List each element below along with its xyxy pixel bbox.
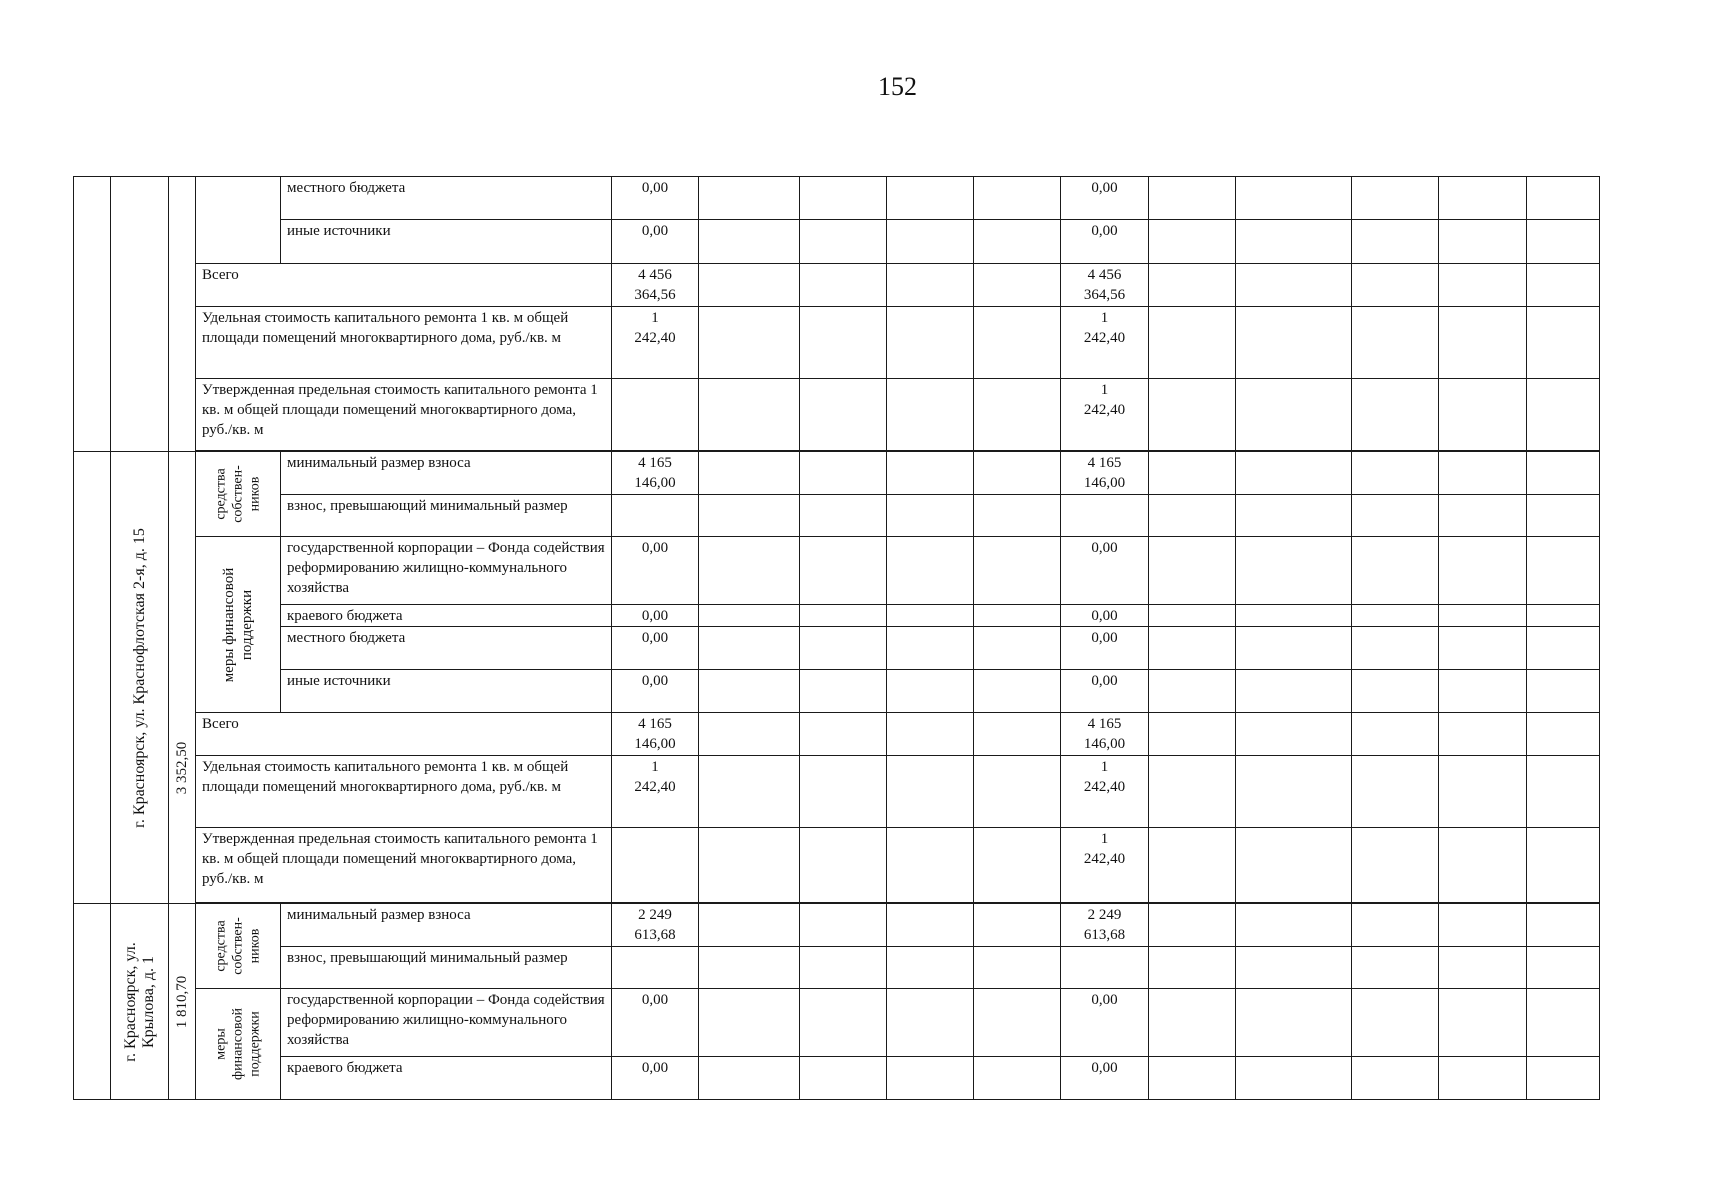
table-row <box>74 220 1600 264</box>
unit-cost-label: Удельная стоимость капитального ремонта 1 кв. м общей площади помещений многоквартирного дома, руб./кв. м <box>196 756 612 828</box>
area-cell <box>169 177 196 452</box>
total-label: Всего <box>196 264 612 307</box>
table-row <box>74 307 1600 379</box>
cost-value: 0,00 <box>612 177 699 220</box>
approved-limit-value: 1 242,40 <box>1061 379 1149 451</box>
cost-value: 4 165 146,00 <box>612 452 699 495</box>
cost-value: 1 242,40 <box>612 756 699 828</box>
state-corp-fund-label: государственной корпорации – Фонда содействия реформированию жилищно-коммунального хозяйства <box>281 537 612 605</box>
cost-value: 2 249 613,68 <box>612 904 699 947</box>
total-cost-value: 4 165 146,00 <box>1061 452 1149 495</box>
table-row <box>74 264 1600 307</box>
other-sources-label: иные источники <box>281 670 612 713</box>
page-number: 152 <box>878 72 917 101</box>
approved-limit-label: Утвержденная предельная стоимость капитального ремонта 1 кв. м общей площади помещений многоквартирного дома, руб./кв. м <box>196 379 612 451</box>
table-row <box>74 379 1600 451</box>
area-cell <box>169 452 196 904</box>
local-budget-label: местного бюджета <box>281 177 612 220</box>
support-measures-label: меры финансовой поддержки <box>221 567 255 682</box>
approved-limit-label: Утвержденная предельная стоимость капитального ремонта 1 кв. м общей площади помещений многоквартирного дома, руб./кв. м <box>196 828 612 903</box>
unit-cost-label: Удельная стоимость капитального ремонта 1 кв. м общей площади помещений многоквартирного дома, руб./кв. м <box>196 307 612 379</box>
table-row <box>74 670 1600 713</box>
table-row <box>74 756 1600 828</box>
table-row <box>74 177 1600 220</box>
address-cell <box>111 452 169 904</box>
cost-value: 4 456 364,56 <box>612 264 699 307</box>
total-label: Всего <box>196 713 612 756</box>
cost-value: 0,00 <box>612 1057 699 1100</box>
cost-value: 1 242,40 <box>612 307 699 379</box>
total-cost-value: 0,00 <box>1061 1057 1149 1100</box>
funding-group-cell <box>196 177 281 264</box>
approved-limit-value: 1 242,40 <box>1061 828 1149 903</box>
owners-funds-label: средства собствен- ников <box>213 917 263 975</box>
total-cost-value: 4 165 146,00 <box>1061 713 1149 756</box>
address-cell <box>111 904 169 1100</box>
table-row <box>74 828 1600 903</box>
total-cost-value: 0,00 <box>1061 177 1149 220</box>
total-cost-value: 1 242,40 <box>1061 307 1149 379</box>
table-row <box>74 452 1600 495</box>
row-number-cell <box>74 177 111 452</box>
total-cost-value: 0,00 <box>1061 605 1149 627</box>
regional-budget-label: краевого бюджета <box>281 1057 612 1100</box>
owners-funds-label: средства собствен- ников <box>213 465 263 523</box>
support-measures-label: меры финансовой поддержки <box>213 1008 263 1080</box>
total-cost-value: 0,00 <box>1061 670 1149 713</box>
house-area: 3 352,50 <box>174 741 190 794</box>
table-row <box>74 989 1600 1057</box>
cost-value: 0,00 <box>612 670 699 713</box>
total-cost-value: 0,00 <box>1061 220 1149 264</box>
row-number-cell <box>74 452 111 904</box>
row-number-cell <box>74 904 111 1100</box>
table-row <box>74 904 1600 947</box>
table-row <box>74 947 1600 989</box>
cost-value: 0,00 <box>612 605 699 627</box>
table-row <box>74 537 1600 605</box>
table-row <box>74 495 1600 537</box>
cost-value: 0,00 <box>612 537 699 605</box>
house-address: г. Красноярск, ул. Крылова, д. 1 <box>121 941 157 1062</box>
cost-value: 4 165 146,00 <box>612 713 699 756</box>
total-cost-value: 0,00 <box>1061 989 1149 1057</box>
owners-funds-cell <box>196 904 281 989</box>
area-cell <box>169 904 196 1100</box>
address-cell <box>111 177 169 452</box>
table-row <box>74 627 1600 670</box>
support-measures-cell <box>196 989 281 1100</box>
cost-value: 0,00 <box>612 989 699 1057</box>
capital-repair-table <box>73 176 1600 1100</box>
table-row <box>74 1057 1600 1100</box>
owners-funds-cell <box>196 452 281 537</box>
other-sources-label: иные источники <box>281 220 612 264</box>
regional-budget-label: краевого бюджета <box>281 605 612 627</box>
cost-value: 0,00 <box>612 627 699 670</box>
house-address: г. Красноярск, ул. Краснофлотская 2-я, д. 15 <box>130 527 148 828</box>
total-cost-value: 0,00 <box>1061 537 1149 605</box>
local-budget-label: местного бюджета <box>281 627 612 670</box>
table-row <box>74 713 1600 756</box>
over-min-contribution-label: взнос, превышающий минимальный размер <box>281 947 612 989</box>
over-min-contribution-label: взнос, превышающий минимальный размер <box>281 495 612 537</box>
total-cost-value: 2 249 613,68 <box>1061 904 1149 947</box>
total-cost-value: 0,00 <box>1061 627 1149 670</box>
house-area: 1 810,70 <box>174 975 190 1028</box>
min-contribution-label: минимальный размер взноса <box>281 452 612 495</box>
total-cost-value: 1 242,40 <box>1061 756 1149 828</box>
total-cost-value: 4 456 364,56 <box>1061 264 1149 307</box>
cost-value: 0,00 <box>612 220 699 264</box>
table-row <box>74 605 1600 627</box>
min-contribution-label: минимальный размер взноса <box>281 904 612 947</box>
support-measures-cell <box>196 537 281 713</box>
state-corp-fund-label: государственной корпорации – Фонда содействия реформированию жилищно-коммунального хозяйства <box>281 989 612 1057</box>
